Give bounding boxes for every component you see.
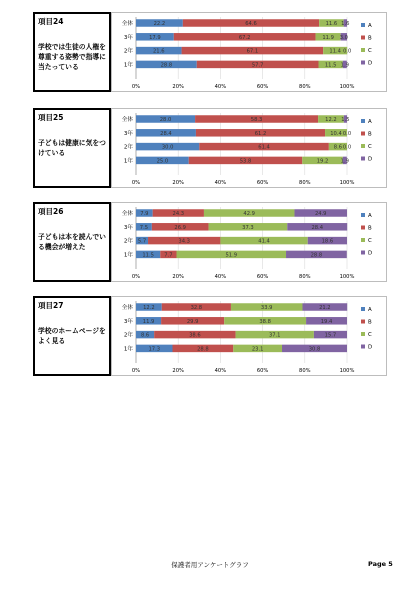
legend-label: D [368,344,373,351]
legend-label: B [368,319,372,326]
x-tick-label: 60% [256,84,269,90]
item-26-label-box [33,202,111,282]
x-tick-label: 40% [214,274,227,280]
item-24-chart [111,12,387,92]
x-tick-label: 80% [299,84,311,90]
x-tick-label: 60% [256,274,269,280]
data-label: 67.1 [246,48,259,55]
data-label: 61.2 [254,130,267,137]
data-label: 28.8 [197,346,209,353]
legend-label: C [368,48,372,54]
item-25-chart [111,108,387,188]
item-26-chart [111,202,387,282]
legend-label: A [368,307,372,313]
data-label: 51.9 [225,252,238,259]
data-label: 67.2 [238,34,251,41]
legend-label: C [368,144,372,150]
category-label: 3年 [123,318,133,325]
data-label: 8.6 [140,332,150,339]
data-label: 8.6 [333,144,343,151]
data-label: 24.9 [314,211,327,217]
data-label: 10.4 [330,130,342,137]
data-label: 12.2 [325,117,337,123]
data-label: 1.9 [340,62,349,69]
x-tick-label: 100% [339,84,355,90]
legend-swatch-a [361,23,365,27]
legend-swatch-d [361,61,365,65]
stacked-bar-chart [112,13,388,93]
legend-swatch-c [361,332,365,336]
data-label: 11.5 [324,62,337,69]
data-label: 23.1 [251,346,264,353]
data-label: 21.2 [319,305,331,311]
x-tick-label: 20% [172,84,184,90]
legend-label: B [368,35,372,42]
item-25-label-box [33,108,111,188]
data-label: 28.0 [159,117,172,123]
data-label: 57.7 [251,62,264,69]
data-label: 18.6 [321,238,334,245]
data-label: 12.2 [143,305,155,311]
data-label: 7.5 [139,224,149,231]
category-label: 3年 [123,224,133,231]
legend-label: A [368,23,372,29]
item-question: 子どもは健康に気をつけている [38,139,106,157]
data-label: 28.8 [310,252,323,259]
item-24-label-box [33,12,111,92]
category-label: 3年 [123,34,133,41]
item-27-label-box [33,296,111,376]
data-label: 24.3 [172,211,185,217]
data-label: 29.9 [186,318,199,325]
x-tick-label: 0% [131,84,141,90]
data-label: 17.3 [148,346,161,353]
category-label: 全体 [121,21,133,27]
data-label: 17.9 [149,34,161,41]
footer-title: 保護者用アンケートグラフ [171,561,249,569]
category-label: 2年 [123,144,133,151]
data-label: 42.9 [243,211,255,217]
x-tick-label: 40% [214,84,227,90]
x-tick-label: 100% [339,274,355,280]
legend-swatch-a [361,307,365,311]
legend-label: C [368,238,372,244]
data-label: 1.9 [340,158,349,165]
data-label: 0.0 [343,48,352,55]
x-tick-label: 20% [172,368,184,374]
data-label: 64.6 [245,21,257,27]
legend-label: B [368,225,372,232]
item-title: 項目24 [38,17,64,26]
legend-swatch-c [361,238,365,242]
item-question: 学校のホームページをよく見る [38,327,106,345]
x-tick-label: 60% [256,368,269,374]
data-label: 7.7 [164,252,173,259]
legend-swatch-d [361,345,365,349]
data-label: 30.8 [308,346,321,353]
data-label: 19.4 [320,318,333,325]
x-tick-label: 40% [214,368,227,374]
data-label: 1.6 [341,21,350,27]
data-label: 32.8 [190,305,203,311]
category-label: 全体 [121,211,133,217]
item-question: 学校では生徒の人権を尊重する姿勢で指導に当たっている [38,43,106,71]
legend-swatch-c [361,48,365,52]
legend-label: A [368,119,372,125]
item-title: 項目26 [38,207,64,216]
data-label: 33.9 [260,305,273,311]
category-label: 2年 [123,332,133,339]
x-tick-label: 100% [339,180,355,186]
x-tick-label: 80% [299,274,311,280]
item-27-chart [111,296,387,376]
item-title: 項目25 [38,113,64,122]
data-label: 0.0 [342,130,352,137]
x-tick-label: 0% [131,180,141,186]
legend-label: C [368,332,372,338]
legend-label: A [368,213,372,219]
data-label: 61.4 [258,144,270,151]
data-label: 58.3 [250,117,263,123]
x-tick-label: 100% [339,368,355,374]
data-label: 3.0 [339,34,348,41]
data-label: 38.6 [189,332,201,339]
data-label: 37.3 [242,224,254,231]
x-tick-label: 20% [172,274,184,280]
data-label: 37.1 [268,332,281,339]
data-label: 25.0 [156,158,169,165]
data-label: 1.5 [341,117,350,123]
data-label: 30.0 [161,144,174,151]
x-tick-label: 60% [256,180,269,186]
legend-label: D [368,60,373,67]
item-question: 子どもは本を読んでいる機会が増えた [38,233,106,251]
data-label: 26.9 [174,224,186,231]
category-label: 2年 [123,238,133,245]
data-label: 38.8 [259,318,271,325]
stacked-bar-chart [112,297,388,377]
page-number: Page 5 [368,560,393,568]
data-label: 19.2 [316,158,329,165]
x-tick-label: 0% [131,274,141,280]
legend-swatch-b [361,320,365,324]
data-label: 11.9 [142,318,155,325]
legend-label: B [368,131,372,138]
legend-swatch-b [361,36,365,40]
category-label: 3年 [123,130,133,137]
legend-swatch-c [361,144,365,148]
stacked-bar-chart [112,203,388,283]
data-label: 34.3 [178,238,190,245]
data-label: 28.8 [160,62,173,69]
data-label: 11.6 [325,21,338,27]
item-title: 項目27 [38,301,64,310]
data-label: 53.8 [239,158,252,165]
legend-label: D [368,250,373,257]
data-label: 28.4 [311,224,324,231]
legend-swatch-a [361,213,365,217]
x-tick-label: 80% [299,180,311,186]
x-tick-label: 80% [299,368,311,374]
stacked-bar-chart [112,109,388,189]
legend-swatch-a [361,119,365,123]
x-tick-label: 40% [214,180,227,186]
data-label: 7.9 [140,211,149,217]
data-label: 22.2 [153,21,166,27]
category-label: 1年 [123,346,133,353]
category-label: 2年 [123,48,133,55]
category-label: 全体 [121,305,133,311]
category-label: 1年 [123,158,133,165]
category-label: 1年 [123,252,133,259]
data-label: 5.7 [137,238,147,245]
category-label: 全体 [121,117,133,123]
legend-swatch-d [361,251,365,255]
category-label: 1年 [123,62,133,69]
data-label: 0.0 [342,144,352,151]
data-label: 15.7 [324,332,337,339]
x-tick-label: 0% [131,368,141,374]
x-tick-label: 20% [172,180,184,186]
data-label: 28.4 [160,130,172,137]
data-label: 11.9 [322,34,334,41]
legend-label: D [368,156,373,163]
data-label: 11.5 [142,252,154,259]
data-label: 21.6 [153,48,165,55]
legend-swatch-b [361,132,365,136]
data-label: 11.4 [329,48,341,55]
data-label: 41.4 [258,238,270,245]
legend-swatch-b [361,226,365,230]
legend-swatch-d [361,157,365,161]
